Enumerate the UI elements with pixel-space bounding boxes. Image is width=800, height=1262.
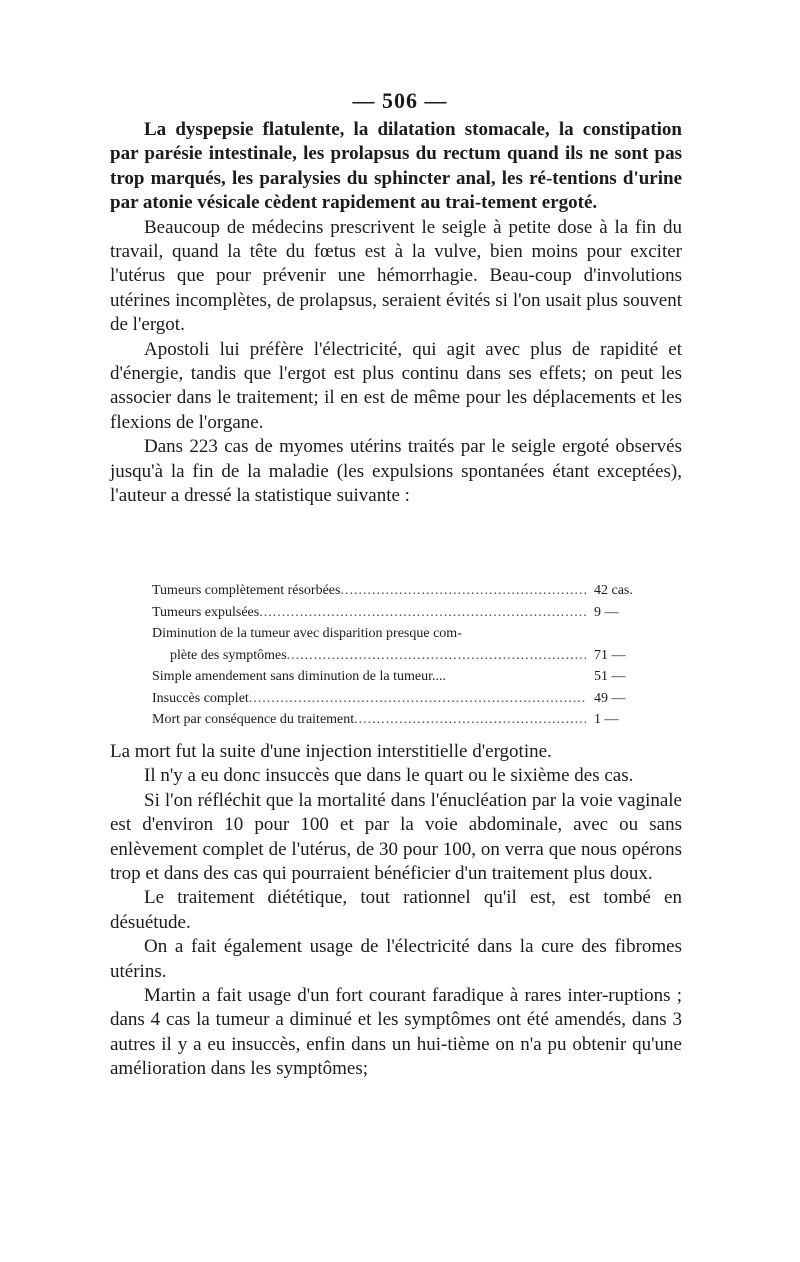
- page-number: — 506 —: [352, 88, 448, 113]
- statistics-row: [152, 580, 652, 602]
- statistics-value: 71 —: [594, 647, 626, 663]
- paragraph: On a fait également usage de l'électricité dans la cure des fibromes utérins.: [110, 936, 682, 982]
- paragraph: La mort fut la suite d'une injection interstitielle d'ergotine.: [110, 741, 552, 762]
- statistics-label: Tumeurs complètement résorbées: [152, 583, 341, 598]
- paragraph: Si l'on réfléchit que la mortalité dans l'énucléation par la voie vaginale est d'environ 10 pour 100 et par la voie abdominale, avec ou sans enlèvement complet de l'utérus, de 30 pour 100, on verra que nous opérons trop et dans des cas qui pourraient bénéficier d'un traitement plus doux.: [110, 789, 682, 885]
- paragraph: Beaucoup de médecins prescrivent le seigle à petite dose à la fin du travail, quand la tête du fœtus est à la vulve, bien moins pour exciter l'utérus que pour prévenir une hémorrhagie. Beau-coup d'involutions utérines incomplètes, de prolapsus, seraient évités si l'on usait plus souvent de l'ergot.: [110, 216, 682, 336]
- paragraph: Martin a fait usage d'un fort courant faradique à rares inter-ruptions ; dans 4 cas la tumeur a diminué et les symptômes ont été amendés, dans 3 autres il y a eu insuccès, enfin dans un hui-tième on n'a pu obtenir qu'une amélioration dans les symptômes;: [110, 985, 682, 1080]
- statistics-label: Mort par conséquence du traitement: [152, 712, 355, 727]
- statistics-row: [152, 666, 652, 688]
- statistics-row: [152, 688, 652, 710]
- statistics-label: Simple amendement sans diminution de la tumeur....: [152, 669, 446, 684]
- paragraph: Il n'y a eu donc insuccès que dans le quart ou le sixième des cas.: [144, 765, 634, 787]
- statistics-row: [152, 709, 652, 731]
- leader-dots: [249, 688, 586, 710]
- text-block-top: [110, 118, 682, 509]
- statistics-row: [152, 602, 652, 624]
- statistics-row: [152, 645, 652, 667]
- paragraph: Dans 223 cas de myomes utérins traités par le seigle ergoté observés jusqu'à la fin de la maladie (les expulsions spontanées étant exceptées), l'auteur a dressé la statistique suivante :: [110, 436, 682, 507]
- statistics-value: 9 —: [594, 604, 619, 620]
- paragraph: Apostoli lui préfère l'électricité, qui agit avec plus de rapidité et d'énergie, tandis que l'ergot est plus continu dans ses effets; on peut les associer dans le traitement; il en est de même pour les déplacements et les flexions de l'organe.: [110, 338, 682, 433]
- statistics-label: Insuccès complet: [152, 690, 249, 706]
- leader-dots: [340, 580, 586, 602]
- text-block-bottom: [110, 740, 682, 1082]
- statistics-value: 49 —: [594, 690, 626, 706]
- statistics-row: [152, 623, 652, 645]
- paragraph: La dyspepsie flatulente, la dilatation stomacale, la constipation par parésie intestinale, les prolapsus du rectum quand ils ne sont pas trop marqués, les paralysies du sphincter anal, les ré-tentions d'urine par atonie vésicale cèdent rapidement au trai-tement ergoté.: [110, 119, 682, 214]
- leader-dots: [354, 709, 586, 731]
- paragraph: Le traitement diététique, tout rationnel qu'il est, est tombé en désuétude.: [110, 887, 682, 933]
- leader-dots: [259, 602, 586, 624]
- statistics-label: plète des symptômes: [170, 647, 287, 663]
- statistics-table: [152, 580, 652, 731]
- statistics-value: 1 —: [594, 712, 619, 727]
- leader-dots: [287, 645, 586, 667]
- statistics-value: 42 cas.: [594, 583, 633, 598]
- statistics-label: Diminution de la tumeur avec disparition presque com-: [152, 626, 462, 641]
- statistics-label: Tumeurs expulsées: [152, 604, 260, 620]
- statistics-value: 51 —: [594, 669, 626, 684]
